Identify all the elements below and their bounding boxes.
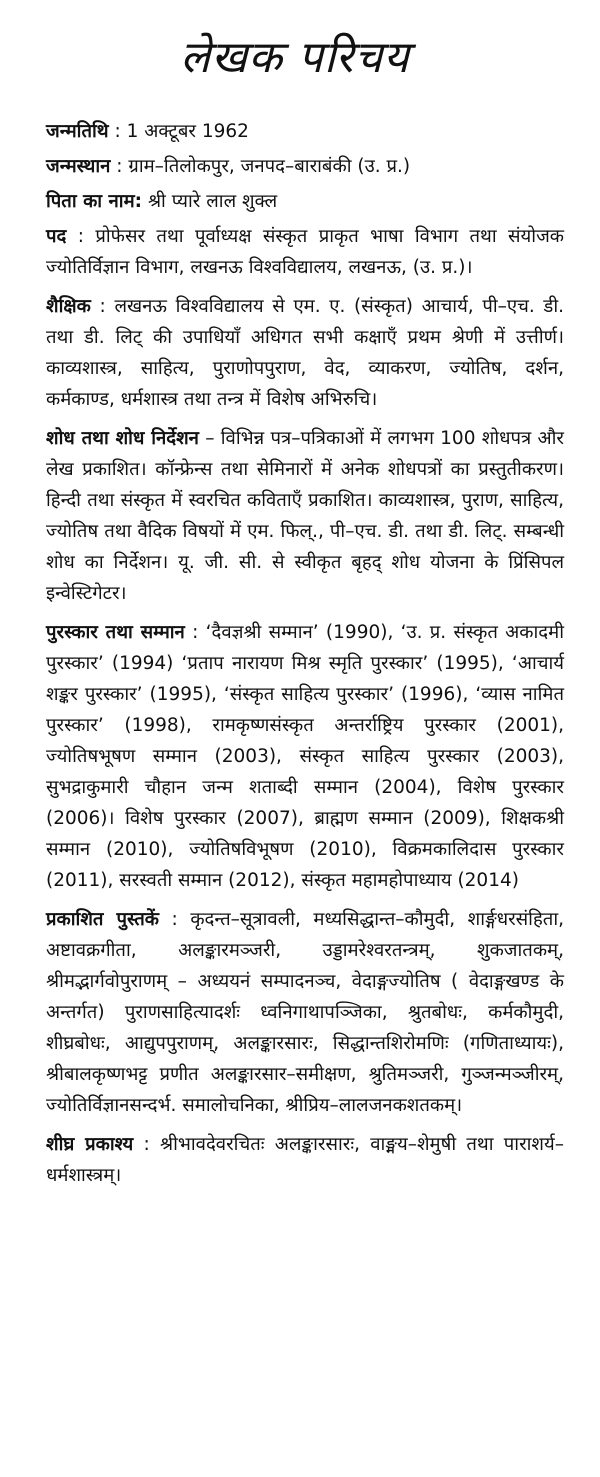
education-value: लखनऊ विश्वविद्यालय से एम. ए. (संस्कृत) आचार्य, पी–एच. डी. तथा डी. लिट् की उपाधियाँ अधिगत सभी कक्षाएँ प्रथम श्रेणी में उत्तीर्ण। काव्यशास्त्र, साहित्य, पुराणोपपुराण, वेद, व्याकरण, ज्योतिष, दर्शन, कर्मकाण्ड, धर्मशास्त्र तथा तन्त्र में विशेष अभिरुचि। (46, 296, 564, 410)
research-entry (46, 423, 564, 609)
birth-date-separator: : (108, 121, 127, 142)
father-name-value: श्री प्यारे लाल शुक्ल (147, 191, 278, 212)
research-label: शोध तथा शोध निर्देशन (46, 428, 199, 449)
birth-place-value: ग्राम–तिलोकपुर, जनपद–बाराबंकी (उ. प्र.) (128, 156, 411, 177)
published-books-value: कृदन्त–सूत्रावली, मध्यसिद्धान्त–कौमुदी, शार्ङ्गधरसंहिता, अष्टावक्रगीता, अलङ्कारमञ्जरी, उड्डामरेश्वरतन्त्रम्, शुकजातकम्, श्रीमद्भार्गवोपुराणम् – अध्ययनं सम्पादनञ्च, वेदाङ्गज्योतिष ( वेदाङ्गखण्ड के अन्तर्गत) पुराणसाहित्यादर्शः ध्वनिगाथापञ्जिका, श्रुतबोधः, कर्मकौमुदी, शीघ्रबोधः, आद्युपपुराणम्, अलङ्कारसारः, सिद्धान्तशिरोमणिः (गणिताध्यायः), श्रीबालकृष्णभट्ट प्रणीत अलङ्कारसार–समीक्षण, श्रुतिमञ्जरी, गुञ्जन्मञ्जीरम्, ज्योतिर्विज्ञानसन्दर्भ. समालोचनिका, श्रीप्रिय–लालजनकशतकम्। (46, 909, 565, 1116)
forthcoming-label: शीघ्र प्रकाश्य (46, 1134, 134, 1155)
position-label: पद (46, 226, 67, 247)
birth-place-entry (46, 151, 564, 182)
position-value: प्रोफेसर तथा पूर्वाध्यक्ष संस्कृत प्राकृत भाषा विभाग तथा संयोजक ज्योतिर्विज्ञान विभाग, लखनऊ विश्वविद्यालय, लखनऊ, (उ. प्र.)। (46, 226, 564, 278)
awards-separator: : (184, 622, 206, 643)
father-name-entry (46, 186, 564, 217)
published-books-entry (46, 904, 564, 1121)
father-name-label: पिता का नाम: (46, 191, 143, 212)
birth-date-entry (46, 116, 564, 147)
published-books-separator: : (159, 909, 191, 930)
research-value: विभिन्न पत्र–पत्रिकाओं में लगभग 100 शोधपत्र और लेख प्रकाशित। कॉन्फ्रेन्स तथा सेमिनारों में अनेक शोधपत्रों का प्रस्तुतीकरण। हिन्दी तथा संस्कृत में स्वरचित कविताएँ प्रकाशित। काव्यशास्त्र, पुराण, साहित्य, ज्योतिष तथा वैदिक विषयों में एम. फिल्., पी–एच. डी. तथा डी. लिट्. सम्बन्धी शोध का निर्देशन। यू. जी. सी. से स्वीकृत बृहद् शोध योजना के प्रिंसिपल इन्वेस्टिगेटर। (46, 428, 565, 604)
forthcoming-value: श्रीभावदेवरचितः अलङ्कारसारः, वाङ्मय–शेमुषी तथा पाराशर्य–धर्मशास्त्रम्। (46, 1134, 564, 1186)
published-books-label: प्रकाशित पुस्तकें (46, 909, 160, 930)
awards-entry (46, 617, 564, 896)
education-label: शैक्षिक (46, 296, 91, 317)
research-separator: – (198, 428, 221, 449)
birth-date-value: 1 अक्टूबर 1962 (126, 121, 249, 142)
birth-place-label: जन्मस्थान (46, 156, 111, 177)
awards-label: पुरस्कार तथा सम्मान (46, 622, 185, 643)
position-entry (46, 221, 564, 283)
birth-date-label: जन्मतिथि (46, 121, 109, 142)
education-separator: : (90, 296, 115, 317)
position-separator: : (66, 226, 96, 247)
education-entry (46, 291, 564, 415)
forthcoming-separator: : (133, 1134, 160, 1155)
page-title: लेखक परिचय (180, 32, 410, 83)
awards-value: ‘दैवज्ञश्री सम्मान’ (1990), ‘उ. प्र. संस्कृत अकादमी पुरस्कार’ (1994) ‘प्रताप नारायण मिश्र स्मृति पुरस्कार’ (1995), ‘आचार्य शङ्कर पुरस्कार’ (1995), ‘संस्कृत साहित्य पुरस्कार’ (1996), ‘व्यास नामित पुरस्कार’ (1998), रामकृष्णसंस्कृत अन्तर्राष्ट्रिय पुरस्कार (2001), ज्योतिषभूषण सम्मान (2003), संस्कृत साहित्य पुरस्कार (2003), सुभद्राकुमारी चौहान जन्म शताब्दी सम्मान (2004), विशेष पुरस्कार (2006)। विशेष पुरस्कार (2007), ब्राह्मण सम्मान (2009), शिक्षकश्री सम्मान (2010), ज्योतिषविभूषण (2010), विक्रमकालिदास पुरस्कार (2011), सरस्वती सम्मान (2012), संस्कृत महामहोपाध्याय (2014) (46, 622, 564, 891)
birth-place-separator: : (110, 156, 129, 177)
forthcoming-entry (46, 1129, 564, 1191)
